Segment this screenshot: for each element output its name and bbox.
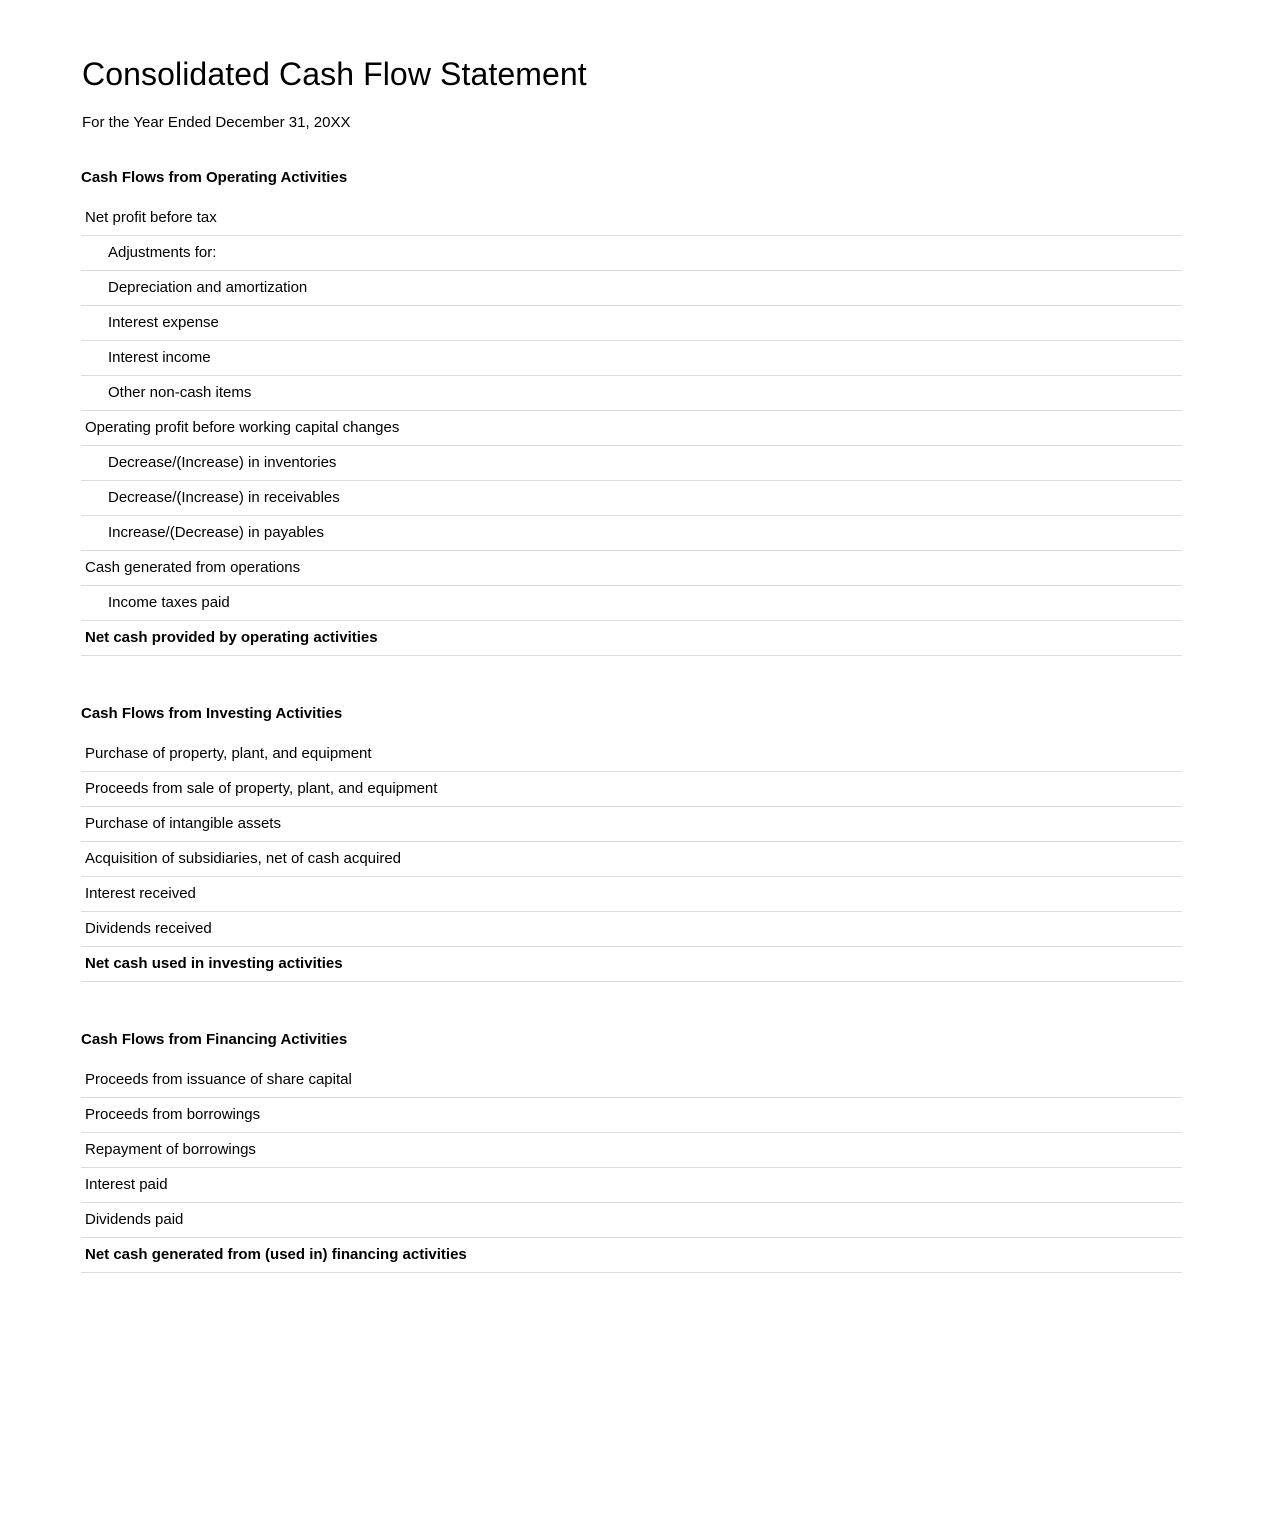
line-item-row <box>81 411 1182 446</box>
line-item-label: Acquisition of subsidiaries, net of cash acquired <box>85 849 402 867</box>
line-item-row <box>81 1063 1182 1098</box>
line-item-label: Net cash used in investing activities <box>85 954 343 972</box>
line-item-row <box>81 1168 1182 1203</box>
line-item-row <box>81 586 1182 621</box>
line-item-label: Depreciation and amortization <box>108 278 308 296</box>
line-item-label: Interest paid <box>85 1175 168 1193</box>
line-item-row <box>81 912 1182 947</box>
line-item-label: Repayment of borrowings <box>85 1140 256 1158</box>
line-item-label: Proceeds from sale of property, plant, and equipment <box>85 779 438 797</box>
line-item-label: Interest received <box>85 884 196 902</box>
line-item-label: Proceeds from borrowings <box>85 1105 261 1123</box>
line-item-label: Other non-cash items <box>108 383 252 401</box>
line-item-label: Income taxes paid <box>108 593 230 611</box>
line-item-row <box>81 772 1182 807</box>
line-item-row <box>81 306 1182 341</box>
statement-section <box>81 169 1182 656</box>
line-item-list <box>81 1063 1182 1273</box>
line-item-label: Net cash generated from (used in) financing activities <box>85 1245 467 1263</box>
line-item-list <box>81 201 1182 656</box>
line-item-list <box>81 737 1182 982</box>
line-item-label: Operating profit before working capital changes <box>85 418 400 436</box>
page-title: Consolidated Cash Flow Statement <box>82 56 587 92</box>
line-item-row <box>81 376 1182 411</box>
line-item-row <box>81 271 1182 306</box>
line-item-label: Net cash provided by operating activities <box>85 628 378 646</box>
line-item-row <box>81 481 1182 516</box>
line-item-row <box>81 1203 1182 1238</box>
line-item-row <box>81 516 1182 551</box>
total-row <box>81 1238 1182 1273</box>
line-item-row <box>81 446 1182 481</box>
line-item-label: Purchase of property, plant, and equipment <box>85 744 372 762</box>
line-item-row <box>81 842 1182 877</box>
line-item-row <box>81 737 1182 772</box>
line-item-row <box>81 201 1182 236</box>
line-item-row <box>81 341 1182 376</box>
total-row <box>81 621 1182 656</box>
line-item-row <box>81 551 1182 586</box>
line-item-row <box>81 1133 1182 1168</box>
statement-section <box>81 1031 1182 1273</box>
line-item-row <box>81 807 1182 842</box>
line-item-label: Increase/(Decrease) in payables <box>108 523 324 541</box>
cash-flow-statement <box>81 169 1182 1273</box>
line-item-label: Interest expense <box>108 313 219 331</box>
line-item-label: Decrease/(Increase) in inventories <box>108 453 337 471</box>
line-item-label: Adjustments for: <box>108 243 217 261</box>
line-item-label: Net profit before tax <box>85 208 217 226</box>
line-item-label: Cash generated from operations <box>85 558 301 576</box>
line-item-label: Proceeds from issuance of share capital <box>85 1070 352 1088</box>
section-header: Cash Flows from Operating Activities <box>81 168 348 186</box>
line-item-row <box>81 877 1182 912</box>
line-item-label: Dividends paid <box>85 1210 184 1228</box>
section-header: Cash Flows from Financing Activities <box>81 1030 348 1048</box>
line-item-label: Dividends received <box>85 919 212 937</box>
line-item-row <box>81 1098 1182 1133</box>
page-subtitle: For the Year Ended December 31, 20XX <box>82 113 351 131</box>
section-header: Cash Flows from Investing Activities <box>81 704 343 722</box>
total-row <box>81 947 1182 982</box>
statement-section <box>81 705 1182 982</box>
line-item-label: Purchase of intangible assets <box>85 814 281 832</box>
line-item-row <box>81 236 1182 271</box>
line-item-label: Interest income <box>108 348 211 366</box>
line-item-label: Decrease/(Increase) in receivables <box>108 488 340 506</box>
